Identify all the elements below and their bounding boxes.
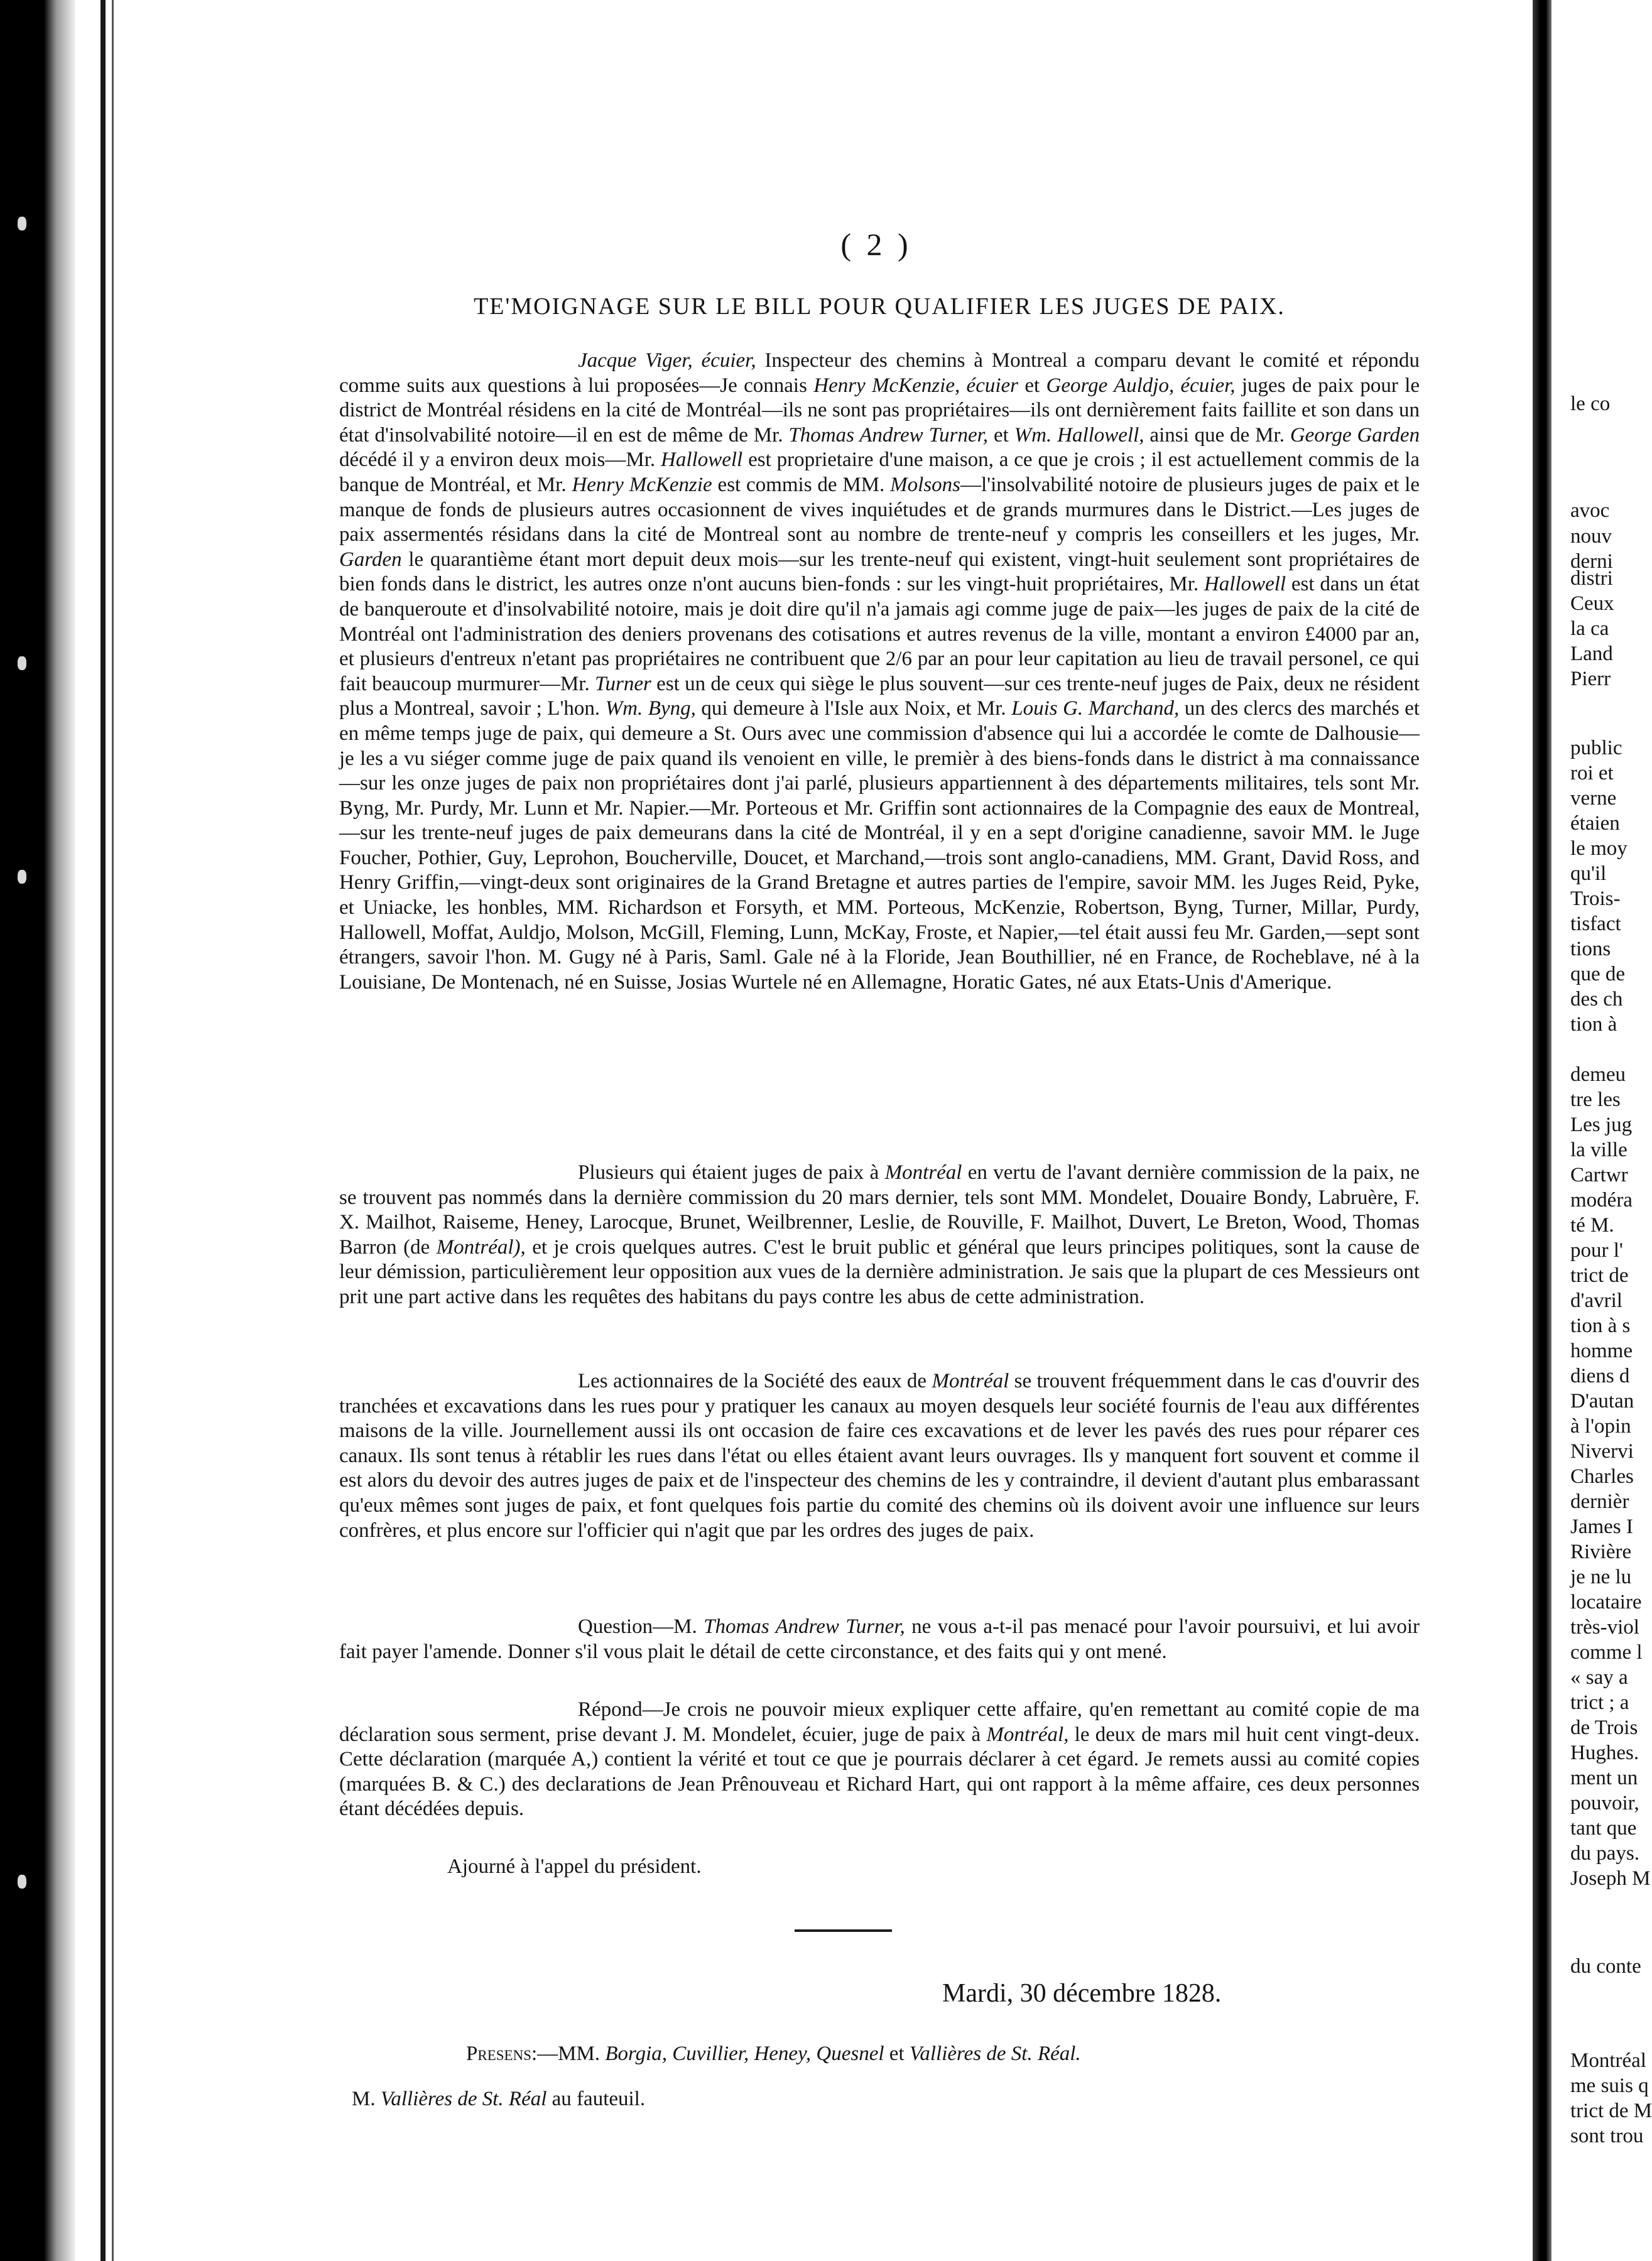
- fragment-line: comme l: [1570, 1641, 1643, 1664]
- fragment-line: Les jug: [1570, 1114, 1633, 1136]
- fragment-line: étaien: [1570, 812, 1620, 835]
- fragment-line: tre les: [1570, 1088, 1621, 1111]
- fragment-line: té M.: [1570, 1214, 1614, 1237]
- testimony-paragraph-2: Plusieurs qui étaient juges de paix à Montréal en vertu de l'avant dernière commission de la paix, ne se trouvent pas nommés dans la dernière commission du 20 mars dernier, tels sont MM. Mondelet, Douaire Bondy, Labruère, F. X. Mailhot, Raiseme, Heney, Larocque, Brunet, Weilbrenner, Leslie, de Rouville, F. Mailhot, Duvert, Le Breton, Wood, Thomas Barron (de Montréal), et je crois quelques autres. C'est le bruit public et général que leurs principes politiques, sont la cause de leur démission, particulièrement leur opposition aux vues de la dernière administration. Je sais que la plupart de ces Messieurs ont prit une part active dans les requêtes des habitans du pays contre les abus de cette administration.: [339, 1161, 1420, 1308]
- fragment-line: « say a: [1570, 1666, 1628, 1689]
- presents-line: Presens:—MM. Borgia, Cuvillier, Heney, Quesnel et Vallières de St. Réal.: [466, 2042, 1081, 2065]
- fragment-line: qu'il: [1570, 862, 1607, 885]
- fragment-line: roi et: [1570, 762, 1614, 784]
- fragment-line: locataire: [1570, 1591, 1642, 1613]
- fragment-line: à l'opin: [1570, 1415, 1631, 1438]
- answer-paragraph: Répond—Je crois ne pouvoir mieux expliquer cette affaire, qu'en remettant au comité copie de ma déclaration sous serment, prise devant J. M. Mondelet, écuier, juge de paix à Montréal, le deux de mars mil huit cent vingt-deux. Cette déclaration (marquée A,) contient la vérité et tout ce que je pourrais déclarer à cet égard. Je remets aussi au comité copies (marquées B. & C.) des declarations de Jean Prênouveau et Richard Hart, qui ont rapport à la même affaire, ces deux personnes étant décédées depuis.: [339, 1698, 1420, 1821]
- fragment-line: pouvoir,: [1570, 1792, 1639, 1814]
- fragment-line: Land: [1570, 643, 1613, 665]
- testimony-paragraph-1: Jacque Viger, écuier, Inspecteur des chemins à Montreal a comparu devant le comité et répondu comme suits aux questions à lui proposées—Je connais Henry McKenzie, écuier et George Auldjo, écuier, juges de paix pour le district de Montréal résidens en la cité de Montréal—ils ne sont pas propriétaires—ils ont dernièrement faits faillite et son dans un état d'insolvabilité notoire—il en est de même de Mr. Thomas Andrew Turner, et Wm. Hallowell, ainsi que de Mr. George Garden décédé il y a environ deux mois—Mr. Hallowell est proprietaire d'une maison, a ce que je crois ; il est actuellement commis de la banque de Montréal, et Mr. Henry McKenzie est commis de MM. Molsons—l'insolvabilité notoire de plusieurs juges de paix et le manque de fonds de plusieurs autres occasionnent de vives inquiétudes et de grands murmures dans le District.—Les juges de paix assermentés résidans dans la cité de Montreal sont au nombre de trente-neuf y compris les conseillers et les juges, Mr. Garden le quarantième étant mort depuit deux mois—sur les trente-neuf qui existent, vingt-huit seulement sont propriétaires de bien fonds dans le district, les autres onze n'ont aucuns bien-fonds : sur les vingt-huit propriétaires, Mr. Hallowell est dans un état de banqueroute et d'insolvabilité notoire, mais je doit dire qu'il n'a jamais agi comme juge de paix—les juges de paix de la cité de Montréal ont l'administration des deniers provenans des cotisations et autres revenus de la ville, montant a environ £4000 par an, et plusieurs d'entreux n'etant pas propriétaires ne contribuent que 2/6 par an pour leur capitation au lieu de travail personel, ce qui fait beaucoup murmurer—Mr. Turner est un de ceux qui siège le plus souvent—sur ces trente-neuf juges de Paix, deux ne résident plus a Montreal, savoir ; L'hon. Wm. Byng, qui demeure à l'Isle aux Noix, et Mr. Louis G. Marchand, un des clercs des marchés et en même temps juge de paix, qui demeure a St. Ours avec une commission d'absence qui lui a accordée le comte de Dalhousie—je les a vu siéger comme juge de paix quand ils venoient en ville, le premièr à des biens-fonds dans le district à ma connaissance—sur les onze juges de paix non propriétaires dont j'ai parlé, plusieurs appartiennent à des départements militaires, tels sont Mr. Byng, Mr. Purdy, Mr. Lunn et Mr. Napier.—Mr. Porteous et Mr. Griffin sont actionnaires de la Compagnie des eaux de Montreal,—sur les trente-neuf juges de paix demeurans dans la cité de Montréal, il y en a sept d'origine canadienne, savoir MM. le Juge Foucher, Pothier, Guy, Leprohon, Boucherville, Doucet, et Marchand,—trois sont anglo-canadiens, MM. Grant, David Ross, and Henry Griffin,—vingt-deux sont originaires de la Grand Bretagne et autres parties de l'empire, savoir MM. les Juges Reid, Pyke, et Uniacke, les honbles, MM. Richardson et Forsyth, et MM. Porteous, McKenzie, Robertson, Byng, Turner, Millar, Purdy, Hallowell, Moffat, Auldjo, Molson, McGill, Fleming, Lunn, McKay, Froste, et Napier,—tel était aussi feu Mr. Garden,—sept sont étrangers, savoir l'hon. M. Gugy né à Paris, Saml. Gale né à la Floride, Jean Bouthillier, né en France, de Rocheblave, né à la Louisiane, De Montenach, né en Suisse, Josias Wurtele né en Allemagne, Horatic Gates, né aux Etats-Unis d'Amerique.: [339, 349, 1420, 994]
- scan-left-shadow: [0, 0, 75, 2261]
- fragment-line: je ne lu: [1570, 1566, 1632, 1588]
- fragment-line: diens d: [1570, 1365, 1630, 1387]
- fragment-line: ment un: [1570, 1767, 1638, 1789]
- fragment-line: tion à: [1570, 1013, 1617, 1036]
- testimony-paragraph-3: Les actionnaires de la Société des eaux de Montréal se trouvent fréquemment dans le cas d'ouvrir des tranchées et excavations dans les rues pour y pratiquer les canaux au moyen desquels leur société fournis de l'eau aux différentes maisons de la ville. Journellement aussi ils ont occasion de faire ces excavations et de lever les pavés des rues pour réparer ces canaux. Ils sont tenus à rétablir les rues dans l'état ou elles étaient avant leurs ouvrages. Ils y manquent fort souvent et comme il est alors du devoir des autres juges de paix et de l'inspecteur des chemins de les y contraindre, il devient d'autant plus embarassant qu'eux mêmes sont juges de paix, et font quelques fois partie du comité des chemins où ils doivent avoir une influence sur leurs confrères, et plus encore sur l'officier qui n'agit que par les ordres des juges de paix.: [339, 1370, 1420, 1542]
- fragment-line: public: [1570, 737, 1622, 759]
- book-gutter: [1533, 0, 1551, 2261]
- fragment-line: D'autan: [1570, 1390, 1634, 1412]
- fragment-line: distri: [1570, 567, 1613, 590]
- fragment-line: très-viol: [1570, 1616, 1639, 1639]
- fragment-line: verne: [1570, 787, 1617, 810]
- fragment-line: Cartwr: [1570, 1164, 1628, 1186]
- fragment-line: de Trois: [1570, 1716, 1638, 1739]
- fragment-line: d'avril: [1570, 1289, 1622, 1312]
- session-date: Mardi, 30 décembre 1828.: [942, 1979, 1222, 2008]
- fragment-line: tant que: [1570, 1817, 1637, 1840]
- fragment-line: la ca: [1570, 617, 1609, 640]
- fragment-line: trict ; a: [1570, 1691, 1629, 1714]
- fragment-line: trict de: [1570, 1264, 1629, 1287]
- scan-edge-rule: [101, 0, 106, 2261]
- fragment-line: Montréal: [1570, 2049, 1646, 2072]
- fragment-line: tions: [1570, 938, 1611, 960]
- fragment-line: Ceux: [1570, 592, 1614, 615]
- fragment-line: homme: [1570, 1340, 1633, 1362]
- fragment-line: James I: [1570, 1515, 1633, 1538]
- fragment-line: trict de M: [1570, 2100, 1652, 2122]
- scan-speck: [18, 656, 26, 670]
- fragment-line: avoc: [1570, 499, 1610, 522]
- scan-speck: [18, 870, 26, 884]
- fragment-line: tion à s: [1570, 1315, 1631, 1337]
- fragment-line: Nivervi: [1570, 1440, 1634, 1463]
- fragment-line: Pierr: [1570, 668, 1611, 690]
- question-paragraph: Question—M. Thomas Andrew Turner, ne vous a-t-il pas menacé pour l'avoir poursuivi, et lui avoir fait payer l'amende. Donner s'il vous plait le détail de cette circonstance, et des faits qui y ont mené.: [339, 1615, 1420, 1663]
- fragment-line: la ville: [1570, 1139, 1628, 1161]
- fragment-line: sont trou: [1570, 2125, 1644, 2147]
- fragment-line: nouv: [1570, 525, 1612, 548]
- fragment-line: Joseph M: [1570, 1867, 1651, 1890]
- fragment-line: du conte: [1570, 1955, 1641, 1978]
- scan-speck: [18, 1875, 26, 1889]
- fragment-line: demeu: [1570, 1063, 1626, 1086]
- fragment-line: dernièr: [1570, 1490, 1629, 1513]
- fragment-line: pour l': [1570, 1239, 1623, 1262]
- fragment-line: du pays.: [1570, 1842, 1639, 1865]
- fragment-line: Rivière: [1570, 1541, 1632, 1563]
- scan-edge-rule-thin: [112, 0, 114, 2261]
- fragment-line: que de: [1570, 963, 1626, 985]
- adjournment-line: Ajourné à l'appel du président.: [447, 1855, 702, 1878]
- page-number: ( 2 ): [840, 227, 912, 262]
- scan-speck: [18, 217, 26, 230]
- fragment-line: derni: [1570, 550, 1613, 573]
- fragment-line: me suis q: [1570, 2074, 1649, 2097]
- fragment-line: tisfact: [1570, 913, 1621, 935]
- fragment-line: modéra: [1570, 1189, 1633, 1212]
- section-divider: [795, 1929, 892, 1932]
- fragment-line: le moy: [1570, 837, 1628, 860]
- fragment-line: Trois-: [1570, 887, 1621, 910]
- next-page-fragment: [1551, 0, 1652, 2261]
- chair-line: M. Vallières de St. Réal au fauteuil.: [352, 2088, 646, 2110]
- fragment-line: Hughes.: [1570, 1742, 1639, 1764]
- fragment-line: Charles: [1570, 1465, 1634, 1488]
- page-title: TE'MOIGNAGE SUR LE BILL POUR QUALIFIER LES JUGES DE PAIX.: [474, 293, 1285, 320]
- fragment-line: le co: [1570, 393, 1611, 415]
- fragment-line: des ch: [1570, 988, 1623, 1011]
